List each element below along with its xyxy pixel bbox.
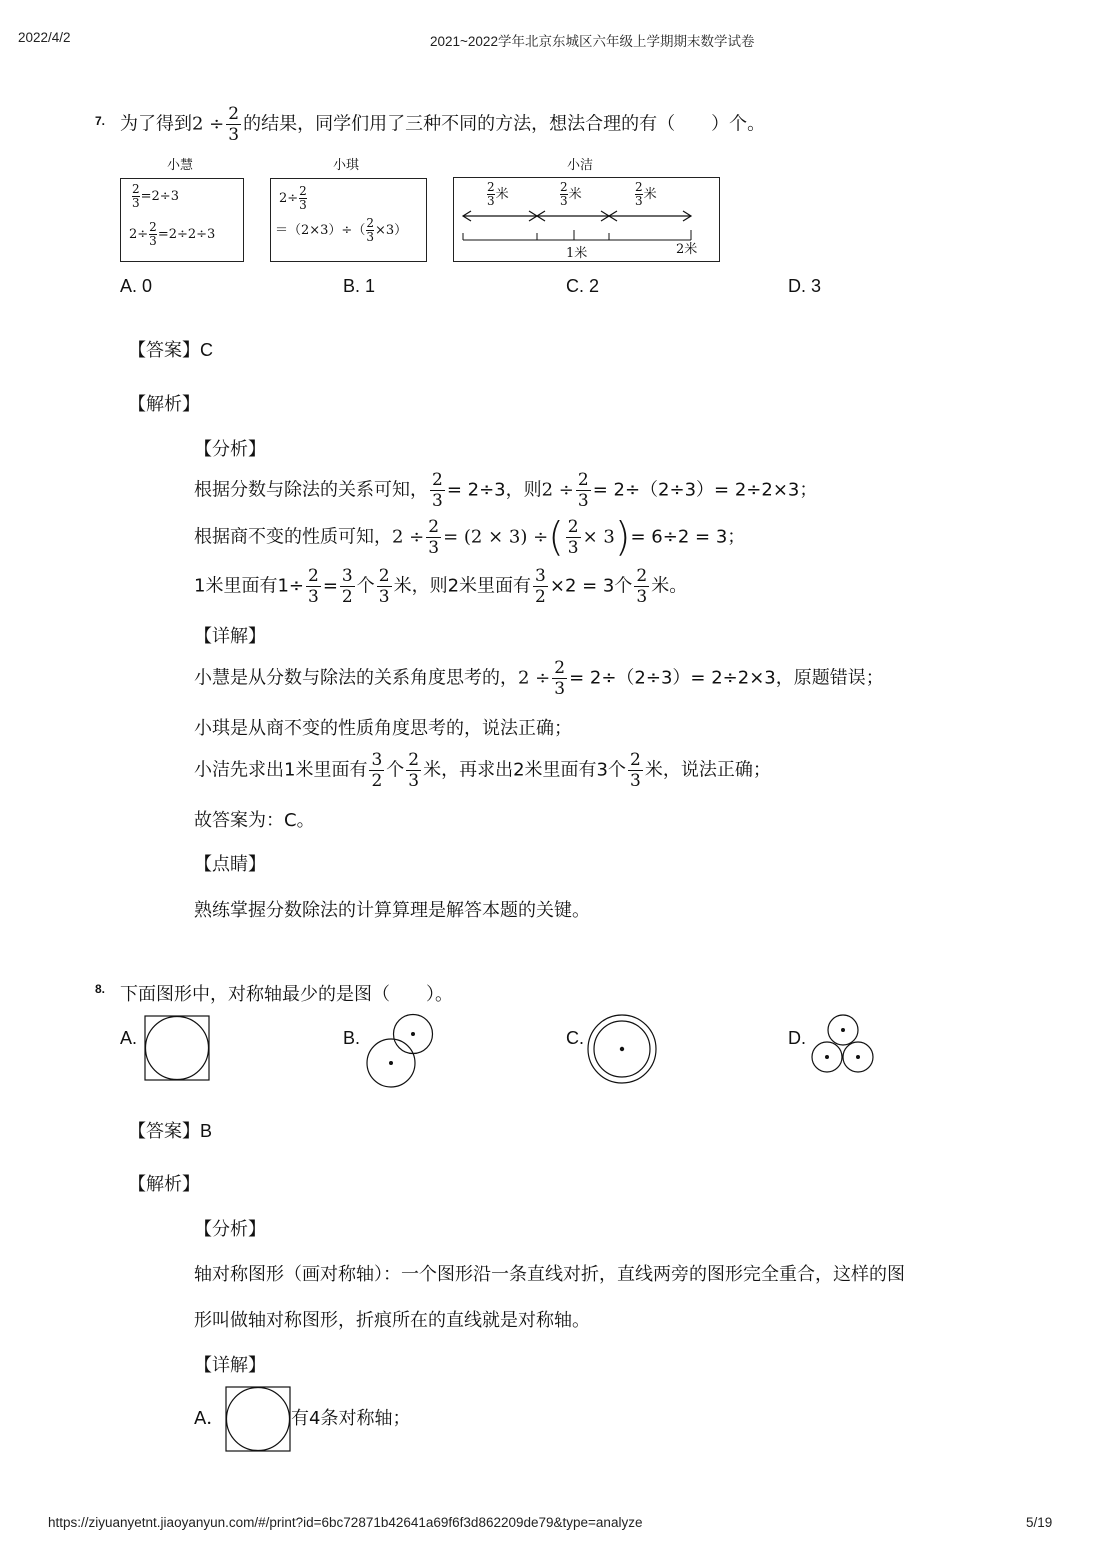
detail-line-3: 小洁先求出1米里面有 $\frac{3}{2}$ 个 $\frac{2}{3}$ 米，再求出2米里面有3个 $\frac{2}{3}$ 米，说法正确； <box>194 750 771 791</box>
option-b: B. 1 <box>343 276 376 296</box>
option-a: A. 0 <box>120 276 153 296</box>
question-number-7: 7. <box>95 114 106 128</box>
analysis-line-1: 根据分数与除法的关系可知， $\frac{2}{3}$ = 2÷3，则2 ÷ $\frac{2}{3}$ = 2÷（2÷3）= 2÷2×3； <box>194 470 818 511</box>
option-b-label: B. <box>343 1028 361 1048</box>
answer-8: 【答案】B <box>128 1121 213 1142</box>
method-box-xiaohui: $\frac{2}{3}$ =2÷3 2÷ $\frac{2}{3}$ =2÷2÷3 <box>120 178 244 262</box>
answer-7: 【答案】C <box>128 340 213 361</box>
figure-c-concentric-circles <box>586 1013 658 1085</box>
detail-8-line-1-prefix: A． <box>194 1408 225 1429</box>
detail-line-4: 故答案为：C。 <box>194 810 315 831</box>
option-d: D. 3 <box>788 276 822 296</box>
detail-8-line-1-text: 有4条对称轴； <box>291 1408 411 1429</box>
option-a-label: A. <box>120 1028 138 1048</box>
fenxi-text-8-line-1: 轴对称图形（画对称轴）：一个图形沿一条直线对折，直线两旁的图形完全重合，这样的图 <box>194 1264 905 1285</box>
option-c-label: C. <box>566 1028 584 1048</box>
xiangjie-label-7: 【详解】 <box>194 626 266 647</box>
option-d-label: D. <box>788 1028 806 1048</box>
dianjing-label-7: 【点睛】 <box>194 854 266 875</box>
detail-line-2: 小琪是从商不变的性质角度思考的，说法正确； <box>194 718 572 739</box>
detail-line-1: 小慧是从分数与除法的关系角度思考的，2 ÷ $\frac{2}{3}$ = 2÷（2÷3）= 2÷2×3，原题错误； <box>194 658 884 699</box>
print-date: 2022/4/2 <box>18 30 71 45</box>
fenxi-label-8: 【分析】 <box>194 1219 266 1240</box>
method-box-xiaoqi: 2÷ $\frac{2}{3}$ ＝（2×3）÷（ $\frac{2}{3}$ ×3） <box>270 178 427 262</box>
fraction: $\frac{2}{3}$ <box>228 104 240 145</box>
figure-a-circle-in-square <box>144 1015 210 1081</box>
analysis-label-7: 【解析】 <box>128 394 200 415</box>
figure-d-three-circles <box>809 1014 877 1076</box>
analysis-label-8: 【解析】 <box>128 1174 200 1195</box>
figure-b-two-circles <box>364 1012 436 1090</box>
figure-label-xiaojie: 小洁 <box>567 158 594 173</box>
question-number-8: 8. <box>95 982 106 996</box>
method-box-xiaojie: $\frac{2}{3}$ 米 $\frac{2}{3}$ 米 $\frac{2}{3}$ 米 1米 2米 <box>453 177 720 262</box>
xiangjie-label-8: 【详解】 <box>194 1355 266 1376</box>
detail-figure-a-circle-in-square <box>225 1386 291 1452</box>
question-8-stem: 下面图形中，对称轴最少的是图（ ）。 <box>120 984 453 1005</box>
document-title: 2021~2022学年北京东城区六年级上学期期末数学试卷 <box>430 34 755 49</box>
analysis-line-3: 1米里面有1÷ $\frac{2}{3}$ = $\frac{3}{2}$ 个 $\frac{2}{3}$ 米，则2米里面有 $\frac{3}{2}$ ×2 = 3个 $\frac{2}{3}$ 米。 <box>194 566 688 607</box>
analysis-line-2: 根据商不变的性质可知，2 ÷ $\frac{2}{3}$ = (2 × 3) ÷( $\frac{2}{3}$ × 3)= 6÷2 = 3； <box>194 514 746 561</box>
dianjing-text-7: 熟练掌握分数除法的计算算理是解答本题的关键。 <box>194 900 590 921</box>
page-number: 5/19 <box>1026 1515 1053 1530</box>
figure-label-xiaoqi: 小琪 <box>333 158 360 173</box>
option-c: C. 2 <box>566 276 600 296</box>
figure-label-xiaohui: 小慧 <box>167 158 194 173</box>
fenxi-label-7: 【分析】 <box>194 439 266 460</box>
footer-url: https://ziyuanyetnt.jiaoyanyun.com/#/print?id=6bc72871b42641a69f6f3d862209de79&type=analyze <box>48 1515 643 1530</box>
fenxi-text-8-line-2: 形叫做轴对称图形，折痕所在的直线就是对称轴。 <box>194 1310 590 1331</box>
question-7-stem: 为了得到2 ÷ $\frac{2}{3}$ 的结果，同学们用了三种不同的方法，想法合理的有（ ）个。 <box>120 104 766 145</box>
